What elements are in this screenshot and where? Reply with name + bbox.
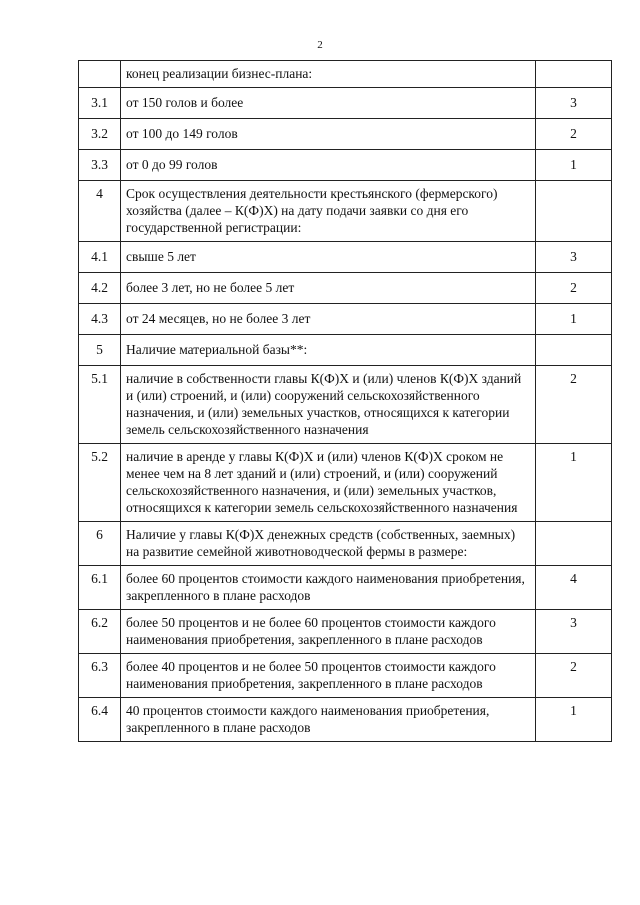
row-text: более 50 процентов и не более 60 процентов стоимости каждого наименования приобретения, закрепленного в плане расходов bbox=[121, 610, 536, 654]
table-row bbox=[79, 304, 612, 335]
row-text: Срок осуществления деятельности крестьянского (фермерского) хозяйства (далее – К(Ф)Х) на дату подачи заявки со дня его государственной регистрации: bbox=[121, 181, 536, 242]
table-row bbox=[79, 654, 612, 698]
table-row bbox=[79, 444, 612, 522]
row-number: 3.1 bbox=[79, 88, 121, 119]
table-row bbox=[79, 698, 612, 742]
row-score: 1 bbox=[536, 150, 612, 181]
row-number: 5.1 bbox=[79, 366, 121, 444]
row-number: 6 bbox=[79, 522, 121, 566]
row-score: 1 bbox=[536, 304, 612, 335]
row-number bbox=[79, 61, 121, 88]
row-score bbox=[536, 335, 612, 366]
row-number: 6.2 bbox=[79, 610, 121, 654]
row-text: от 100 до 149 голов bbox=[121, 119, 536, 150]
row-text: более 3 лет, но не более 5 лет bbox=[121, 273, 536, 304]
row-score: 2 bbox=[536, 273, 612, 304]
table-row bbox=[79, 242, 612, 273]
row-text: от 150 голов и более bbox=[121, 88, 536, 119]
row-text: Наличие у главы К(Ф)Х денежных средств (собственных, заемных) на развитие семейной животноводческой фермы в размере: bbox=[121, 522, 536, 566]
row-score bbox=[536, 522, 612, 566]
row-score: 1 bbox=[536, 444, 612, 522]
row-text: от 0 до 99 голов bbox=[121, 150, 536, 181]
criteria-table bbox=[78, 60, 612, 742]
table-row bbox=[79, 522, 612, 566]
row-number: 6.4 bbox=[79, 698, 121, 742]
row-score bbox=[536, 61, 612, 88]
table-row bbox=[79, 366, 612, 444]
row-number: 5.2 bbox=[79, 444, 121, 522]
row-score: 1 bbox=[536, 698, 612, 742]
row-score: 2 bbox=[536, 366, 612, 444]
table-row bbox=[79, 119, 612, 150]
row-text: 40 процентов стоимости каждого наименования приобретения, закрепленного в плане расходов bbox=[121, 698, 536, 742]
row-text: наличие в собственности главы К(Ф)Х и (или) членов К(Ф)Х зданий и (или) строений, и (или) сооружений сельскохозяйственного назначения, и (или) земельных участков, относящихся к категории земель сельскохозяйственного назначения bbox=[121, 366, 536, 444]
row-number: 6.1 bbox=[79, 566, 121, 610]
table-row bbox=[79, 610, 612, 654]
table-row bbox=[79, 566, 612, 610]
row-score: 2 bbox=[536, 119, 612, 150]
row-number: 4 bbox=[79, 181, 121, 242]
row-text: более 40 процентов и не более 50 процентов стоимости каждого наименования приобретения, закрепленного в плане расходов bbox=[121, 654, 536, 698]
row-text: свыше 5 лет bbox=[121, 242, 536, 273]
row-number: 4.3 bbox=[79, 304, 121, 335]
table-row bbox=[79, 88, 612, 119]
row-number: 3.3 bbox=[79, 150, 121, 181]
row-number: 4.2 bbox=[79, 273, 121, 304]
row-score: 3 bbox=[536, 242, 612, 273]
page-number: 2 bbox=[317, 39, 323, 51]
table-row bbox=[79, 273, 612, 304]
row-number: 4.1 bbox=[79, 242, 121, 273]
row-score: 3 bbox=[536, 88, 612, 119]
row-score bbox=[536, 181, 612, 242]
table-row bbox=[79, 61, 612, 88]
row-score: 4 bbox=[536, 566, 612, 610]
row-text: конец реализации бизнес-плана: bbox=[121, 61, 536, 88]
row-text: более 60 процентов стоимости каждого наименования приобретения, закрепленного в плане расходов bbox=[121, 566, 536, 610]
table-row bbox=[79, 181, 612, 242]
table-row bbox=[79, 150, 612, 181]
row-text: от 24 месяцев, но не более 3 лет bbox=[121, 304, 536, 335]
row-score: 3 bbox=[536, 610, 612, 654]
row-text: наличие в аренде у главы К(Ф)Х и (или) членов К(Ф)Х сроком не менее чем на 8 лет зданий и (или) строений, и (или) сооружений сельскохозяйственного назначения, и (или) земельных участков, относящихся к категории земель сельскохозяйственного назначения bbox=[121, 444, 536, 522]
table-row bbox=[79, 335, 612, 366]
row-number: 5 bbox=[79, 335, 121, 366]
row-number: 3.2 bbox=[79, 119, 121, 150]
row-number: 6.3 bbox=[79, 654, 121, 698]
row-text: Наличие материальной базы**: bbox=[121, 335, 536, 366]
row-score: 2 bbox=[536, 654, 612, 698]
